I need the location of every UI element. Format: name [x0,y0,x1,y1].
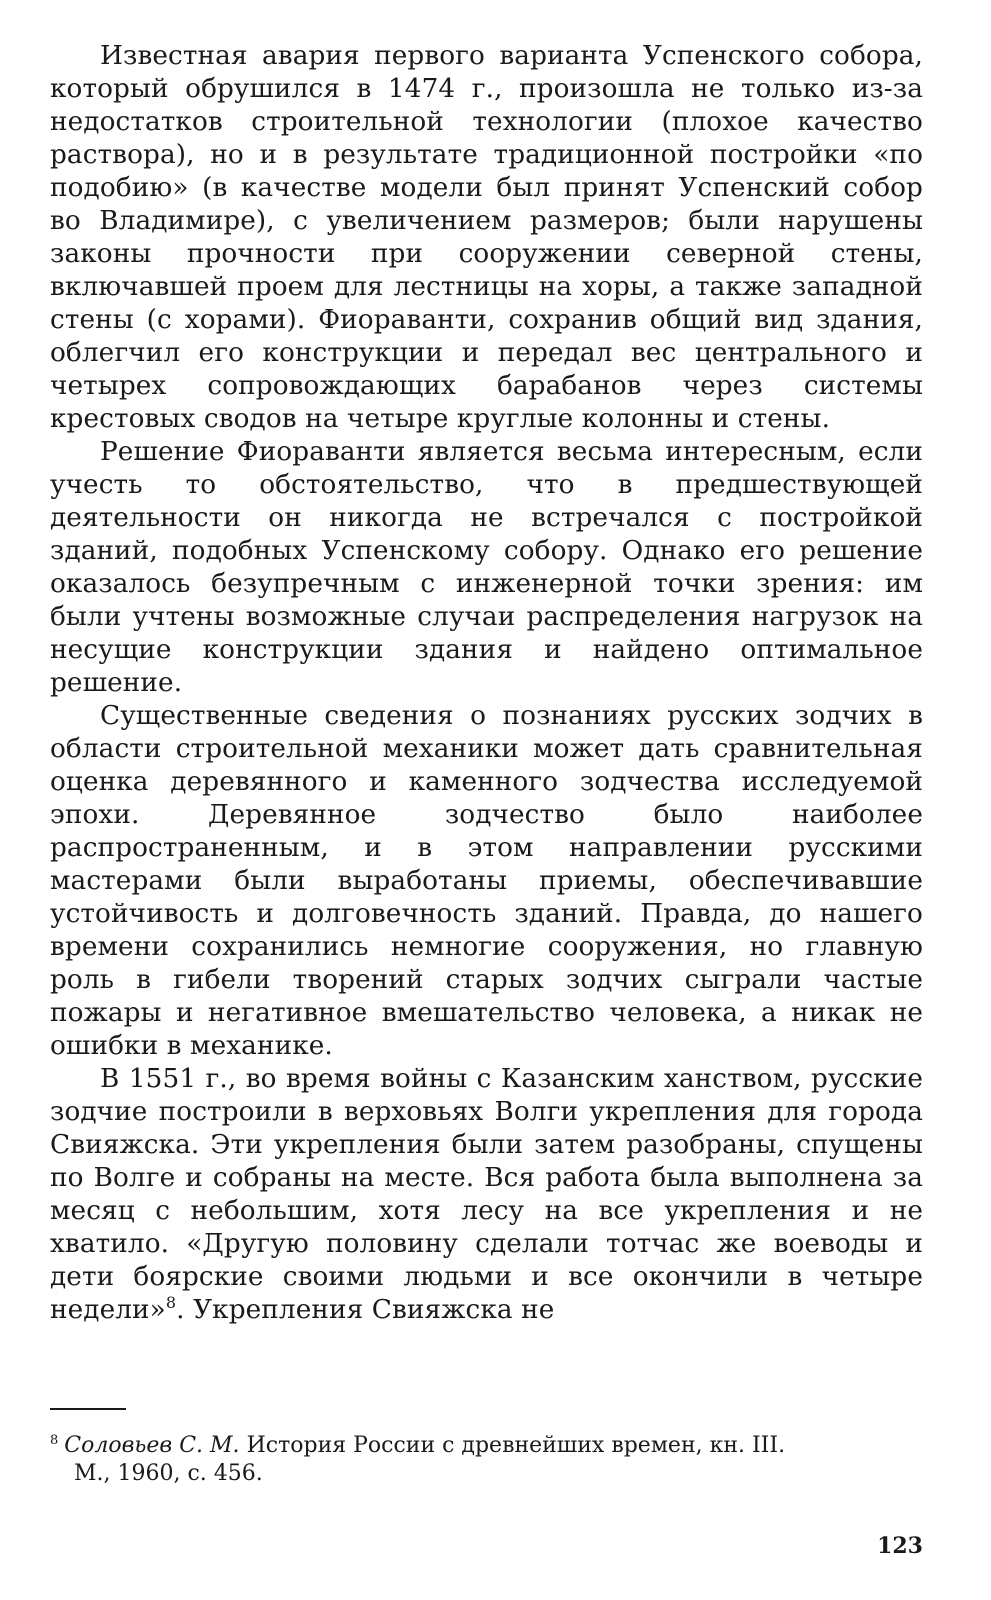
paragraph-4-tail: . Укрепления Свияжска не [176,1295,555,1325]
paragraph-2: Решение Фиораванти является весьма интересным, если учесть то обстоятельство, что в предшествующей деятельности он никогда не встречался с постройкой зданий, подобных Успенскому собору. Однако его решение оказалось безупречным с инженерной точки зрения: им были учтены возможные случаи распределения нагрузок на несущие конструкции здания и найдено оптимальное решение. [50,437,923,698]
footnote-divider [50,1408,126,1410]
footnote-mark: 8 [50,1432,59,1448]
book-page [50,40,923,1560]
paragraph-3: Существенные сведения о познаниях русских зодчих в области строительной механики может дать сравнительная оценка деревянного и каменного зодчества исследуемой эпохи. Деревянное зодчество было наиболее распространенным, и в этом направлении русскими мастерами были выработаны приемы, обеспечивавшие устойчивость и долговечность зданий. Правда, до нашего времени сохранились немногие сооружения, но главную роль в гибели творений старых зодчих сыграли частые пожары и негативное вмешательство человека, а никак не ошибки в механике. [50,701,923,1061]
page-number: 123 [877,1533,923,1559]
paragraph-4 [50,1063,923,1327]
footnote-imprint: М., 1960, с. 456. [74,1461,263,1486]
main-text [50,40,923,1327]
footnote-author: Соловьев С. М. [64,1433,240,1458]
paragraph-4-text: В 1551 г., во время войны с Казанским ханством, русские зодчие построили в верховьях Волги укрепления для города Свияжска. Эти укрепления были затем разобраны, спущены по Волге и собраны на месте. Вся работа была выполнена за месяц с небольшим, хотя лесу на все укрепления и не хватило. «Другую половину сделали тотчас же воеводы и дети боярские своими людьми и все окончили в четыре недели» [50,1064,923,1325]
footnote-reference: 8 [165,1293,177,1313]
paragraph-1: Известная авария первого варианта Успенского собора, который обрушился в 1474 г., произошла не только из-за недостатков строительной технологии (плохое качество раствора), но и в результате традиционной постройки «по подобию» (в качестве модели был принят Успенский собор во Владимире), с увеличением размеров; были нарушены законы прочности при сооружении северной стены, включавшей проем для лестницы на хоры, а также западной стены (с хорами). Фиораванти, сохранив общий вид здания, облегчил его конструкции и передал вес центрального и четырех сопровождающих барабанов через системы крестовых сводов на четыре круглые колонны и стены. [50,41,923,434]
footnote-title: История России с древнейших времен, кн. III. [246,1433,786,1458]
footnote [50,1432,923,1488]
footnote-line-1 [50,1432,923,1460]
